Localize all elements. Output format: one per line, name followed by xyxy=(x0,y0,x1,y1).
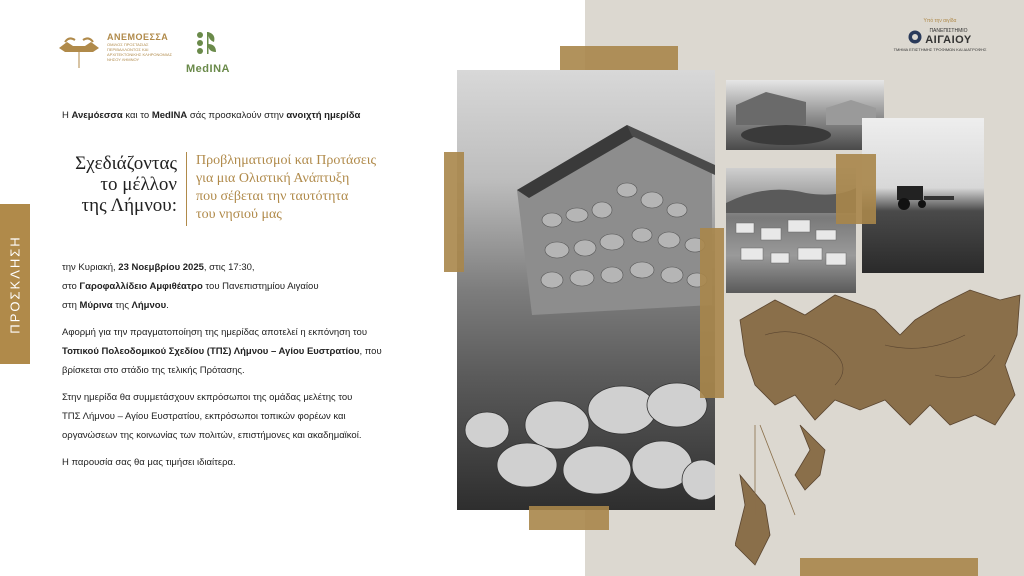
medina-logo xyxy=(178,30,238,75)
gold-accent-block xyxy=(836,154,876,224)
stone-house-photo xyxy=(457,70,715,510)
event-date: 23 Νοεμβρίου 2025 xyxy=(118,262,204,273)
medina-leaf-grid-icon xyxy=(194,30,222,56)
detail-text: . xyxy=(166,300,169,311)
event-venue: Γαροφαλλίδειο Αμφιθέατρο xyxy=(79,281,203,292)
event-town: Μύρινα xyxy=(79,300,113,311)
intro-text: Η xyxy=(62,110,72,121)
intro-text: και το xyxy=(122,110,152,121)
aegean-department: ΤΜΗΜΑ ΕΠΙΣΤΗΜΗΣ ΤΡΟΦΙΜΩΝ ΚΑΙ ΔΙΑΤΡΟΦΗΣ xyxy=(893,47,987,52)
intro-medina: MedINA xyxy=(151,110,188,121)
subtitle-line: για μια Ολιστική Ανάπτυξη xyxy=(196,171,350,186)
tractor-field-photo xyxy=(862,118,984,273)
paragraph-closing: Η παρουσία σας θα μας τιμήσει ιδιαίτερα. xyxy=(62,457,236,468)
anemoessa-logo xyxy=(55,32,177,70)
paragraph-text: Στην ημερίδα θα συμμετάσχουν εκπρόσωποι της ομάδας μελέτης του xyxy=(62,392,353,403)
detail-text: στη xyxy=(62,300,80,311)
title-line: της Λήμνου: xyxy=(81,195,177,216)
paragraph-text: οργανώσεων της κοινωνίας των πολιτών, επιστήμονες και ακαδημαϊκοί. xyxy=(62,430,362,441)
aegean-emblem-icon xyxy=(908,30,922,44)
title-line: Σχεδιάζοντας xyxy=(75,153,177,174)
event-body xyxy=(62,258,452,480)
paragraph-occasion xyxy=(62,323,452,380)
intro-open-event: ανοιχτή ημερίδα xyxy=(286,110,361,121)
event-time: , στις 17:30, xyxy=(203,262,255,273)
gold-accent-block xyxy=(444,152,464,272)
event-island: Λήμνου xyxy=(131,300,167,311)
paragraph-participants xyxy=(62,388,452,445)
paragraph-text: Αφορμή για την πραγματοποίηση της ημερίδας αποτελεί η εκπόνηση του xyxy=(62,327,368,338)
title-line: το μέλλον xyxy=(100,174,177,195)
paragraph-text: βρίσκεται στο στάδιο της τελικής Πρότασης. xyxy=(62,365,245,376)
event-subtitle xyxy=(196,152,441,224)
invitation-label: ΠΡΟΣΚΛΗΣΗ xyxy=(7,234,23,334)
detail-text: την Κυριακή, xyxy=(62,262,119,273)
event-title xyxy=(55,153,177,216)
aegean-name: ΑΙΓΑΙΟΥ xyxy=(925,34,972,46)
detail-text: του Πανεπιστημίου Αιγαίου xyxy=(202,281,319,292)
aegean-university-logo xyxy=(890,18,990,52)
medina-wordmark: MedINA xyxy=(186,63,230,75)
subtitle-line: που σέβεται την ταυτότητα xyxy=(196,189,349,204)
ship-emblem-icon xyxy=(55,32,103,70)
plan-name: Τοπικού Πολεοδομικού Σχεδίου (ΤΠΣ) Λήμνου – Αγίου Ευστρατίου xyxy=(62,346,360,357)
invitation-side-tab xyxy=(0,204,30,364)
gold-accent-block xyxy=(800,558,978,576)
lemnos-map xyxy=(735,275,1024,575)
gold-accent-block xyxy=(700,228,724,398)
subtitle-line: του νησιού μας xyxy=(196,207,282,222)
gold-accent-block xyxy=(529,506,609,530)
anemoessa-title: ΑΝΕΜΟΕΣΣΑ xyxy=(107,32,169,42)
title-divider xyxy=(186,152,187,226)
intro-text: σάς προσκαλούν στην xyxy=(187,110,287,121)
aegean-university-word: ΠΑΝΕΠΙΣΤΗΜΙΟ xyxy=(929,28,968,34)
aegis-label: Υπό την αιγίδα xyxy=(923,18,957,24)
event-details xyxy=(62,258,452,315)
intro-line xyxy=(62,110,360,121)
paragraph-text: ΤΠΣ Λήμνου – Αγίου Ευστρατίου, εκπρόσωποι τοπικών φορέων και xyxy=(62,411,346,422)
detail-text: της xyxy=(112,300,132,311)
subtitle-line: Προβληματισμοί και Προτάσεις xyxy=(196,153,377,168)
village-houses-photo xyxy=(726,80,884,150)
intro-anemoessa: Ανεμόεσσα xyxy=(71,110,123,121)
detail-text: στο xyxy=(62,281,80,292)
paragraph-text: , που xyxy=(359,346,382,357)
anemoessa-subtitle: ΟΜΙΛΟΣ ΠΡΟΣΤΑΣΙΑΣ ΠΕΡΙΒΑΛΛΟΝΤΟΣ ΚΑΙ ΑΡΧΙΤΕΚΤΟΝΙΚΗΣ ΚΛΗΡΟΝΟΜΙΑΣ ΝΗΣΟΥ ΛΗΜΝΟΥ xyxy=(107,42,173,62)
